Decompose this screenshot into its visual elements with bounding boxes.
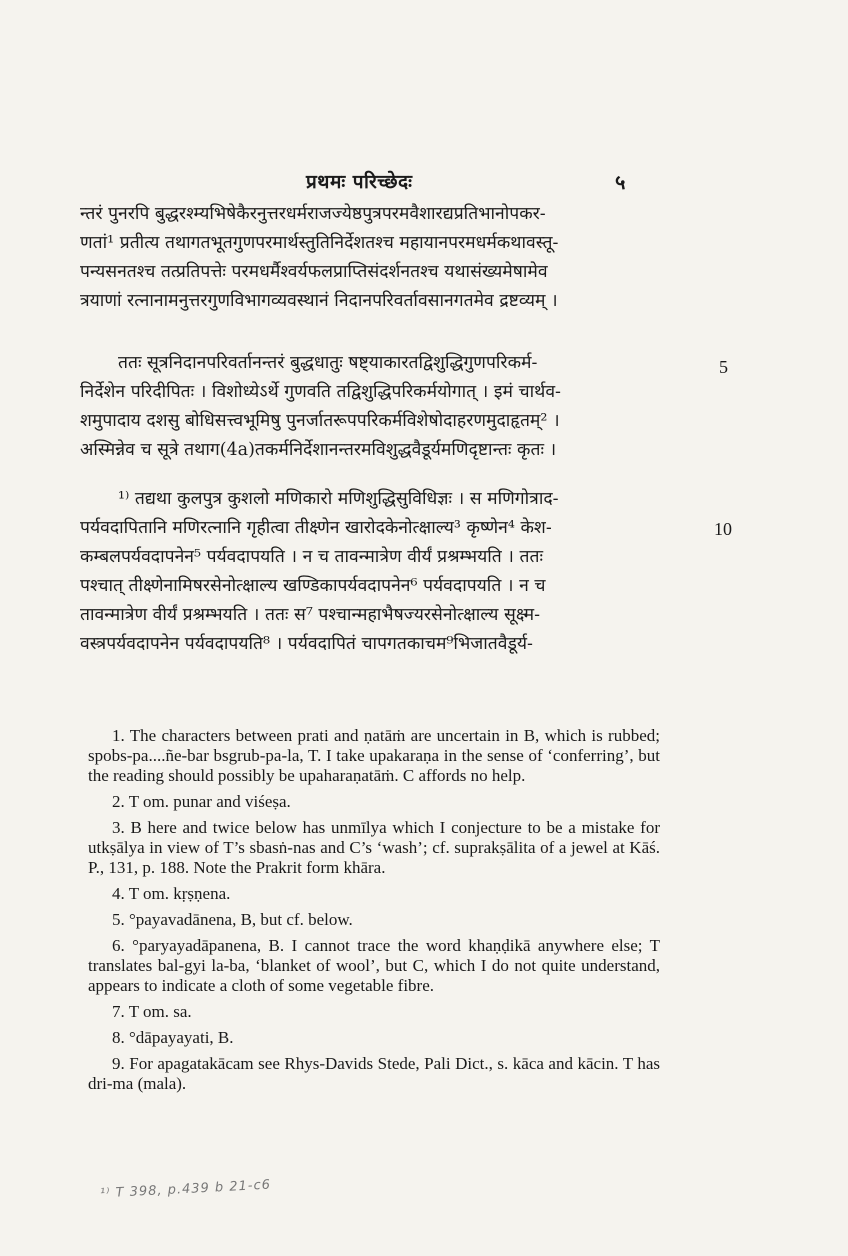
handwritten-note: ¹⁾ T 398, p.439 b 21-c6 <box>99 1177 272 1202</box>
text-line: पर्यवदापितानि मणिरत्नानि गृहीत्वा तीक्ष्णेन खारोदकेनोत्क्षाल्य³ कृष्णेन⁴ केश- <box>80 518 552 538</box>
footnote-7: 7. T om. sa. <box>112 1002 192 1021</box>
footnote-2: 2. T om. punar and viśeṣa. <box>112 792 291 811</box>
sanskrit-paragraph-3 <box>80 485 658 659</box>
page-number: ५ <box>615 170 626 194</box>
footnote-8: 8. °dāpayayati, B. <box>112 1028 234 1047</box>
text-line: तावन्मात्रेण वीर्यं प्रश्रम्भयति । ततः स⁷ पश्चान्महाभैषज्यरसेनोत्क्षाल्य सूक्ष्म- <box>80 605 541 625</box>
text-line: त्रयाणां रत्नानामनुत्तरगुणविभागव्यवस्थानं निदानपरिवर्तावसानगतमेव द्रष्टव्यम् । <box>80 291 558 311</box>
margin-line-number-5: 5 <box>719 357 728 377</box>
footnote-6: 6. °paryayadāpanena, B. I cannot trace the word khaṇḍikā anywhere else; T translates bal-gyi la-ba, ‘blanket of wool’, but C, which I do not quite understand, appears to indicate a cloth of some vegetable fibre. <box>88 936 660 995</box>
text-line: ¹⁾ तद्यथा कुलपुत्र कुशलो मणिकारो मणिशुद्धिसुविधिज्ञः । स मणिगोत्राद- <box>118 489 559 509</box>
text-line: निर्देशेन परिदीपितः । विशोध्येऽर्थे गुणवति तद्विशुद्धिपरिकर्मयोगात् । इमं चार्थव- <box>80 382 561 402</box>
text-line: अस्मिन्नेव च सूत्रे तथाग(4a)तकर्मनिर्देशानन्तरमविशुद्धवैडूर्यमणिदृष्टान्तः कृतः । <box>80 440 557 460</box>
footnotes <box>88 726 660 1100</box>
text-line: पन्यसनतश्च तत्प्रतिपत्तेः परमधर्मैश्वर्यफलप्राप्तिसंदर्शनतश्च यथासंख्यमेषामेव <box>80 262 548 282</box>
margin-line-number-10: 10 <box>714 519 732 539</box>
text-line: न्तरं पुनरपि बुद्धरश्म्यभिषेकैरनुत्तरधर्मराजज्येष्ठपुत्रपरमवैशारद्यप्रतिभानोपकर- <box>80 204 546 224</box>
text-line: शमुपादाय दशसु बोधिसत्त्वभूमिषु पुनर्जातरूपपरिकर्मविशेषोदाहरणमुदाहृतम्² । <box>80 411 560 431</box>
text-line: वस्त्रपर्यवदापनेन पर्यवदापयति⁸ । पर्यवदापितं चापगतकाचम⁹भिजातवैडूर्य- <box>80 634 533 654</box>
footnote-3: 3. B here and twice below has unmīlya which I conjecture to be a mistake for utkṣālya in view of T’s sbasṅ-nas and C’s ‘wash’; cf. suprakṣālita of a jewel at Kāś. P., 131, p. 188. Note the Prakrit form khāra. <box>88 818 660 877</box>
footnote-1: 1. The characters between prati and ṇatāṁ are uncertain in B, which is rubbed; spobs-pa....ñe-bar bsgrub-pa-la, T. I take upakaraṇa in the sense of ‘conferring’, but the reading should possibly be upaharaṇatāṁ. C affords no help. <box>88 726 660 785</box>
text-line: ततः सूत्रनिदानपरिवर्तानन्तरं बुद्धधातुः षष्ट्याकारतद्विशुद्धिगुणपरिकर्म- <box>118 353 538 373</box>
text-line: पश्चात् तीक्ष्णेनामिषरसेनोत्क्षाल्य खण्डिकापर्यवदापनेन⁶ पर्यवदापयति । न च <box>80 576 546 596</box>
text-line: णतां¹ प्रतीत्य तथागतभूतगुणपरमार्थस्तुतिनिर्देशतश्च महायानपरमधर्मकथावस्तू- <box>80 233 559 253</box>
sanskrit-paragraph-1 <box>80 200 658 316</box>
running-head: प्रथमः परिच्छेदः <box>306 171 413 193</box>
footnote-9: 9. For apagatakācam see Rhys-Davids Stede, Pali Dict., s. kāca and kācin. T has dri-ma (mala). <box>88 1054 660 1093</box>
sanskrit-paragraph-2 <box>80 349 658 465</box>
footnote-4: 4. T om. kṛṣṇena. <box>112 884 231 903</box>
footnote-5: 5. °payavadānena, B, but cf. below. <box>112 910 353 929</box>
text-line: कम्बलपर्यवदापनेन⁵ पर्यवदापयति । न च तावन्मात्रेण वीर्यं प्रश्रम्भयति । ततः <box>80 547 543 567</box>
